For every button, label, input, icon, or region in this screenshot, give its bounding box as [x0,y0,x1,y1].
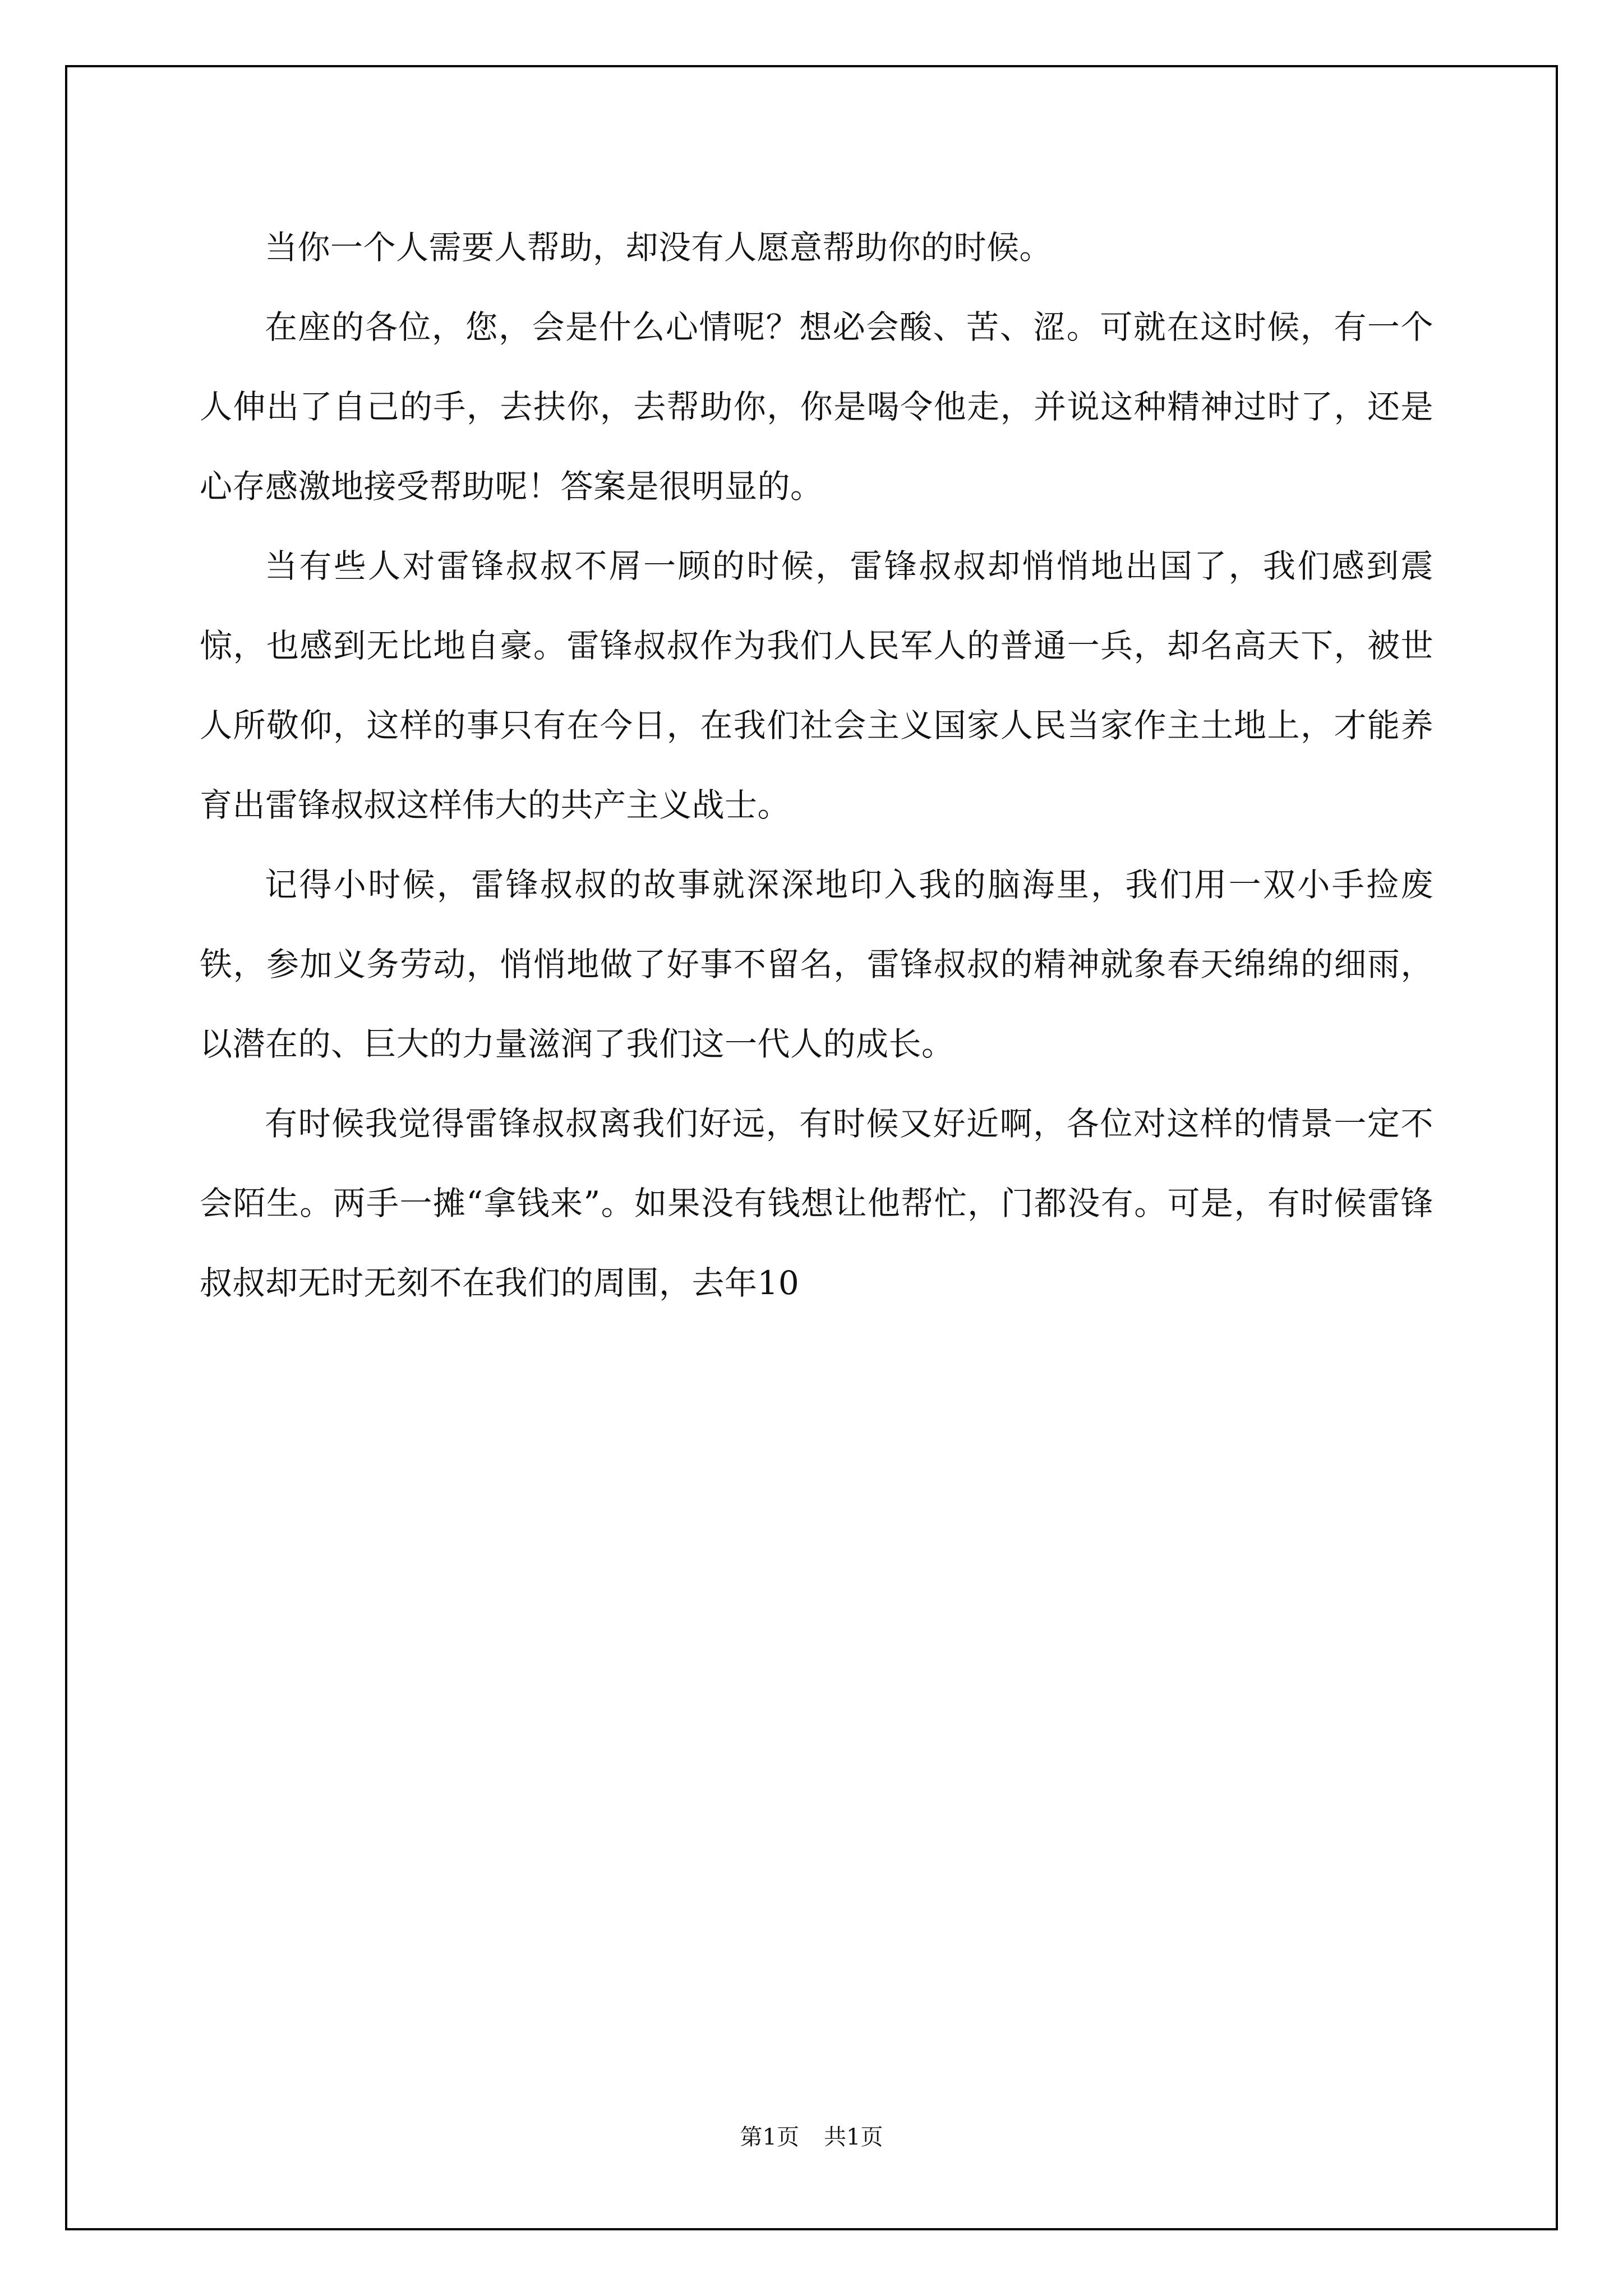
page-footer [0,2123,1623,2151]
paragraph-1: 当你一个人需要人帮助，却没有人愿意帮助你的时候。 [265,228,1053,266]
paragraph-3: 当有些人对雷锋叔叔不屑一顾的时候，雷锋叔叔却悄悄地出国了，我们感到震惊，也感到无比地自豪。雷锋叔叔作为我们人民军人的普通一兵，却名高天下，被世人所敬仰，这样的事只有在今日，在我们社会主义国家人民当家作主土地上，才能养育出雷锋叔叔这样伟大的共产主义战士。 [200,547,1433,824]
paragraph-5: 有时候我觉得雷锋叔叔离我们好远，有时候又好近啊，各位对这样的情景一定不会陌生。两手一摊“拿钱来”。如果没有钱想让他帮忙，门都没有。可是，有时候雷锋叔叔却无时无刻不在我们的周围，去年10 [200,1105,1433,1302]
paragraph-4: 记得小时候，雷锋叔叔的故事就深深地印入我的脑海里，我们用一双小手捡废铁，参加义务劳动，悄悄地做了好事不留名，雷锋叔叔的精神就象春天绵绵的细雨，以潜在的、巨大的力量滋润了我们这一代人的成长。 [200,866,1433,1063]
document-body [200,208,1433,1323]
page-number-total: 共1页 [824,2124,883,2150]
page-number-current: 第1页 [740,2124,799,2150]
paragraph-2: 在座的各位，您，会是什么心情呢？想必会酸、苦、涩。可就在这时候，有一个人伸出了自己的手，去扶你，去帮助你，你是喝令他走，并说这种精神过时了，还是心存感激地接受帮助呢！答案是很明显的。 [200,308,1433,505]
